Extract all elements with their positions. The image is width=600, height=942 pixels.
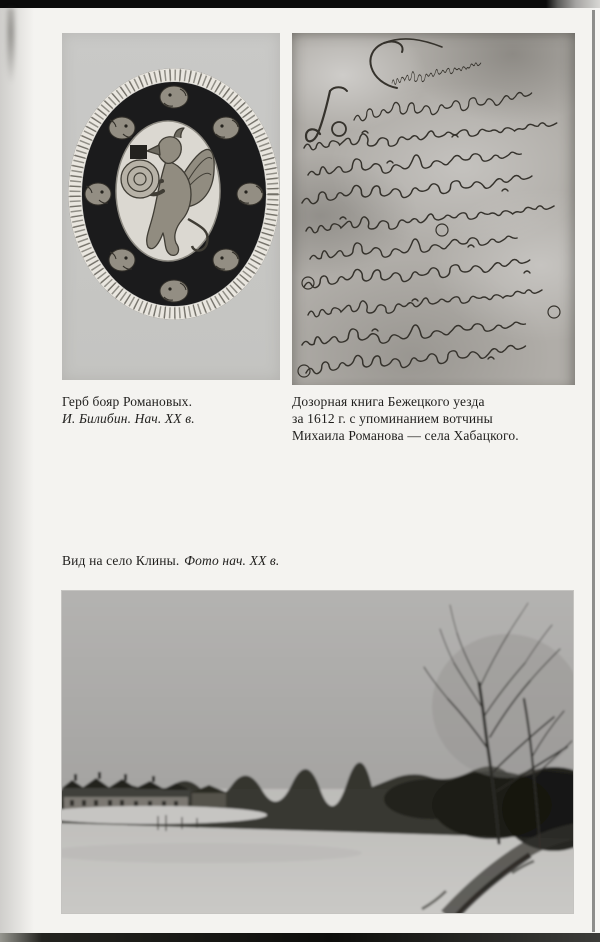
emblem-figure: [62, 33, 280, 380]
manuscript-caption-line2: за 1612 г. с упоминанием вотчины: [292, 411, 493, 426]
manuscript-figure: [292, 33, 575, 385]
manuscript-caption-line3: Михаила Романова — села Хабацкого.: [292, 428, 519, 443]
winter-landscape-icon: [62, 591, 573, 913]
photo-caption-italic: Фото нач. XX в.: [184, 553, 280, 568]
scan-smudge: [6, 8, 18, 128]
photo-caption: [62, 552, 492, 569]
handwriting-icon: [292, 33, 575, 385]
scan-edge-bottom: [0, 933, 600, 942]
manuscript-caption: [292, 393, 582, 444]
photo-caption-regular: Вид на село Клины.: [62, 553, 180, 568]
page-right-margin: [595, 8, 600, 942]
village-photo-figure: [62, 591, 573, 913]
griffin-emblem-icon: [62, 33, 280, 380]
scan-gutter-shadow: [0, 8, 34, 942]
emblem-caption-line2: И. Билибин. Нач. XX в.: [62, 411, 195, 426]
emblem-caption: [62, 393, 287, 427]
manuscript-caption-line1: Дозорная книга Бежецкого уезда: [292, 394, 485, 409]
emblem-caption-line1: Герб бояр Романовых.: [62, 394, 193, 409]
scan-edge-right: [592, 10, 595, 932]
scan-edge-top: [0, 0, 600, 8]
